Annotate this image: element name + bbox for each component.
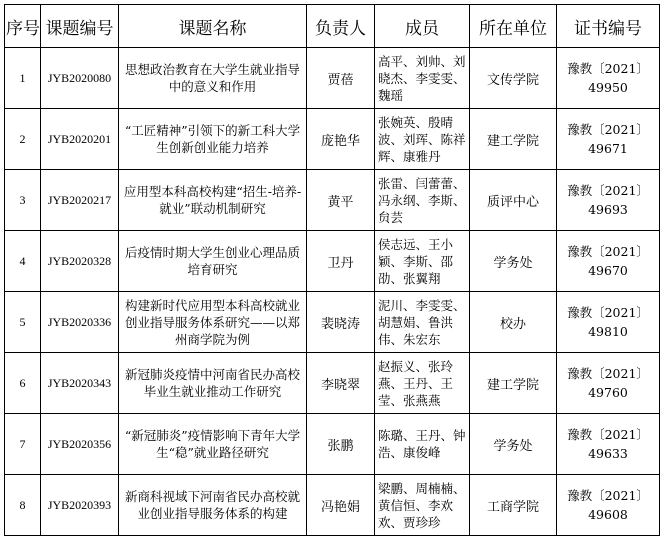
cert-prefix: 豫教〔2021〕 xyxy=(567,244,649,259)
row-members: 赵振义、张玲燕、王丹、王莹、张燕燕 xyxy=(375,353,470,414)
row-unit: 学务处 xyxy=(470,414,557,475)
cert-prefix: 豫教〔2021〕 xyxy=(567,427,649,442)
row-index: 5 xyxy=(5,292,41,353)
row-cert xyxy=(557,48,660,109)
row-unit: 工商学院 xyxy=(470,475,557,536)
row-code: JYB2020328 xyxy=(41,231,119,292)
row-index: 6 xyxy=(5,353,41,414)
table-row xyxy=(5,414,660,475)
cert-number: 49950 xyxy=(588,80,628,95)
row-unit: 校办 xyxy=(470,292,557,353)
cert-number: 49693 xyxy=(588,202,628,217)
row-index: 2 xyxy=(5,109,41,170)
row-title: 构建新时代应用型本科高校就业创业指导服务体系研究——以郑州商学院为例 xyxy=(119,292,307,353)
row-title: 应用型本科高校构建“招生-培养-就业”联动机制研究 xyxy=(119,170,307,231)
cert-prefix: 豫教〔2021〕 xyxy=(567,183,649,198)
row-cert xyxy=(557,353,660,414)
table-row xyxy=(5,475,660,536)
row-code: JYB2020356 xyxy=(41,414,119,475)
header-members: 成员 xyxy=(375,5,470,48)
cert-prefix: 豫教〔2021〕 xyxy=(567,122,649,137)
row-code: JYB2020201 xyxy=(41,109,119,170)
row-index: 3 xyxy=(5,170,41,231)
row-members: 侯志远、王小颖、李斯、邵劭、张翼翔 xyxy=(375,231,470,292)
cert-prefix: 豫教〔2021〕 xyxy=(567,366,649,381)
row-cert xyxy=(557,292,660,353)
header-row xyxy=(5,5,660,48)
row-members: 张雷、闫蕾蕾、冯永纲、李斯、贠芸 xyxy=(375,170,470,231)
row-code: JYB2020336 xyxy=(41,292,119,353)
header-index: 序号 xyxy=(5,5,41,48)
row-leader: 黄平 xyxy=(307,170,375,231)
row-unit: 质评中心 xyxy=(470,170,557,231)
row-cert xyxy=(557,109,660,170)
cert-prefix: 豫教〔2021〕 xyxy=(567,305,649,320)
row-leader: 张鹏 xyxy=(307,414,375,475)
row-code: JYB2020393 xyxy=(41,475,119,536)
row-members: 泥川、李雯雯、胡慧娟、鲁洪伟、朱宏东 xyxy=(375,292,470,353)
row-leader: 卫丹 xyxy=(307,231,375,292)
row-code: JYB2020217 xyxy=(41,170,119,231)
table-row xyxy=(5,48,660,109)
header-code: 课题编号 xyxy=(41,5,119,48)
row-title: “工匠精神”引领下的新工科大学生创新创业能力培养 xyxy=(119,109,307,170)
cert-number: 49608 xyxy=(588,507,628,522)
table-row xyxy=(5,231,660,292)
row-leader: 贾蓓 xyxy=(307,48,375,109)
row-members: 梁鹏、周楠楠、黄信恒、李欢欢、贾珍珍 xyxy=(375,475,470,536)
row-title: 后疫情时期大学生创业心理品质培育研究 xyxy=(119,231,307,292)
row-title: 新冠肺炎疫情中河南省民办高校毕业生就业推动工作研究 xyxy=(119,353,307,414)
row-leader: 冯艳娟 xyxy=(307,475,375,536)
header-title: 课题名称 xyxy=(119,5,307,48)
row-cert xyxy=(557,231,660,292)
cert-number: 49633 xyxy=(588,446,628,461)
row-index: 1 xyxy=(5,48,41,109)
row-title: “新冠肺炎”疫情影响下青年大学生“稳”就业路径研究 xyxy=(119,414,307,475)
table-row xyxy=(5,353,660,414)
row-title: 新商科视域下河南省民办高校就业创业指导服务体系的构建 xyxy=(119,475,307,536)
cert-number: 49671 xyxy=(588,141,628,156)
row-leader: 裴晓涛 xyxy=(307,292,375,353)
cert-prefix: 豫教〔2021〕 xyxy=(567,61,649,76)
cert-prefix: 豫教〔2021〕 xyxy=(567,488,649,503)
row-cert xyxy=(557,170,660,231)
row-title: 思想政治教育在大学生就业指导中的意义和作用 xyxy=(119,48,307,109)
project-table xyxy=(4,4,660,536)
header-leader: 负责人 xyxy=(307,5,375,48)
row-code: JYB2020343 xyxy=(41,353,119,414)
row-index: 7 xyxy=(5,414,41,475)
row-leader: 李晓翠 xyxy=(307,353,375,414)
table-row xyxy=(5,292,660,353)
table-row xyxy=(5,109,660,170)
row-index: 8 xyxy=(5,475,41,536)
row-cert xyxy=(557,414,660,475)
row-leader: 庞艳华 xyxy=(307,109,375,170)
row-unit: 学务处 xyxy=(470,231,557,292)
row-index: 4 xyxy=(5,231,41,292)
header-unit: 所在单位 xyxy=(470,5,557,48)
row-unit: 文传学院 xyxy=(470,48,557,109)
cert-number: 49760 xyxy=(588,385,628,400)
header-cert: 证书编号 xyxy=(557,5,660,48)
cert-number: 49810 xyxy=(588,324,628,339)
row-code: JYB2020080 xyxy=(41,48,119,109)
row-unit: 建工学院 xyxy=(470,353,557,414)
row-unit: 建工学院 xyxy=(470,109,557,170)
row-members: 张婉英、殷晴波、刘珲、陈祥辉、康雅丹 xyxy=(375,109,470,170)
row-members: 陈璐、王丹、钟浩、康俊峰 xyxy=(375,414,470,475)
row-cert xyxy=(557,475,660,536)
cert-number: 49670 xyxy=(588,263,628,278)
row-members: 高平、刘帅、刘晓杰、李雯雯、魏瑶 xyxy=(375,48,470,109)
table-row xyxy=(5,170,660,231)
